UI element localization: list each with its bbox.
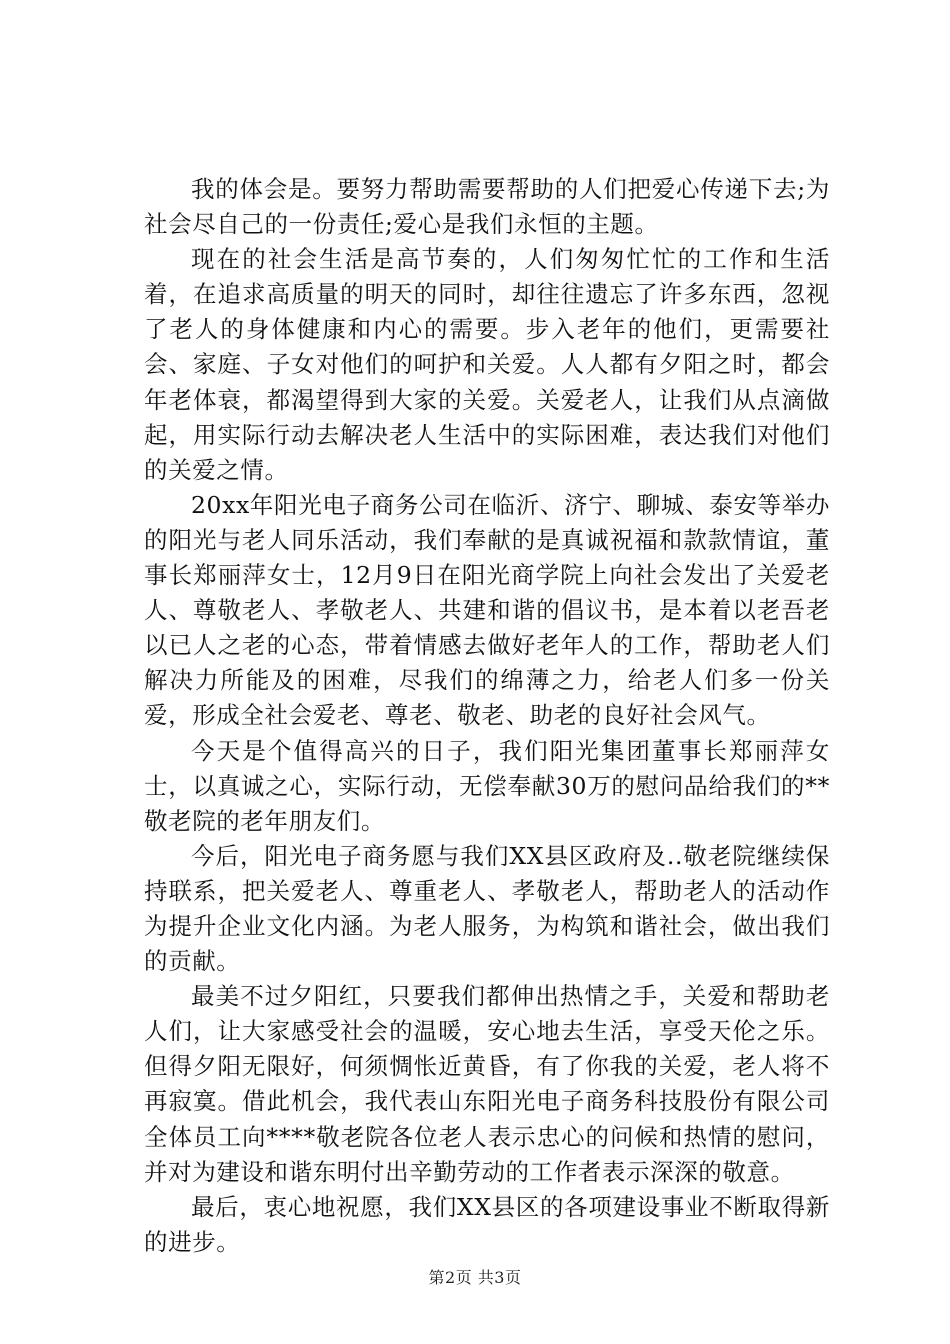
document-body <box>144 172 830 1260</box>
paragraph: 20xx年阳光电子商务公司在临沂、济宁、聊城、泰安等举办的阳光与老人同乐活动，我们奉献的是真诚祝福和款款情谊，董事长郑丽萍女士，12月9日在阳光商学院上向社会发出了关爱老人、尊敬老人、孝敬老人、共建和谐的倡议书，是本着以老吾老以已人之老的心态，带着情感去做好老年人的工作，帮助老人们解决力所能及的困难，尽我们的绵薄之力，给老人们多一份关爱，形成全社会爱老、尊老、敬老、助老的良好社会风气。 <box>144 490 830 730</box>
paragraph: 我的体会是。要努力帮助需要帮助的人们把爱心传递下去;为社会尽自己的一份责任;爱心是我们永恒的主题。 <box>144 175 830 239</box>
paragraph: 最美不过夕阳红，只要我们都伸出热情之手，关爱和帮助老人们，让大家感受社会的温暖，安心地去生活，享受天伦之乐。但得夕阳无限好，何须惆怅近黄昏，有了你我的关爱，老人将不再寂寞。借此机会，我代表山东阳光电子商务科技股份有限公司全体员工向****敬老院各位老人表示忠心的问候和热情的慰问，并对为建设和谐东明付出辛勤劳动的工作者表示深深的敬意。 <box>144 982 830 1186</box>
page-number-indicator: 第2页 共3页 <box>428 1268 522 1287</box>
paragraph: 现在的社会生活是高节奏的，人们匆匆忙忙的工作和生活着，在追求高质量的明天的同时，却往往遗忘了许多东西，忽视了老人的身体健康和内心的需要。步入老年的他们，更需要社会、家庭、子女对他们的呵护和关爱。人人都有夕阳之时，都会年老体衰，都渴望得到大家的关爱。关爱老人，让我们从点滴做起，用实际行动去解决老人生活中的实际困难，表达我们对他们的关爱之情。 <box>144 245 830 484</box>
paragraph: 最后，衷心地祝愿，我们XX县区的各项建设事业不断取得新的进步。 <box>144 1192 830 1256</box>
page-footer <box>0 1268 950 1288</box>
paragraph: 今后，阳光电子商务愿与我们XX县区政府及..敬老院继续保持联系，把关爱老人、尊重老人、孝敬老人，帮助老人的活动作为提升企业文化内涵。为老人服务，为构筑和谐社会，做出我们的贡献。 <box>144 841 830 976</box>
paragraph: 今天是个值得高兴的日子，我们阳光集团董事长郑丽萍女士，以真诚之心，实际行动，无偿奉献30万的慰问品给我们的**敬老院的老年朋友们。 <box>144 736 830 835</box>
